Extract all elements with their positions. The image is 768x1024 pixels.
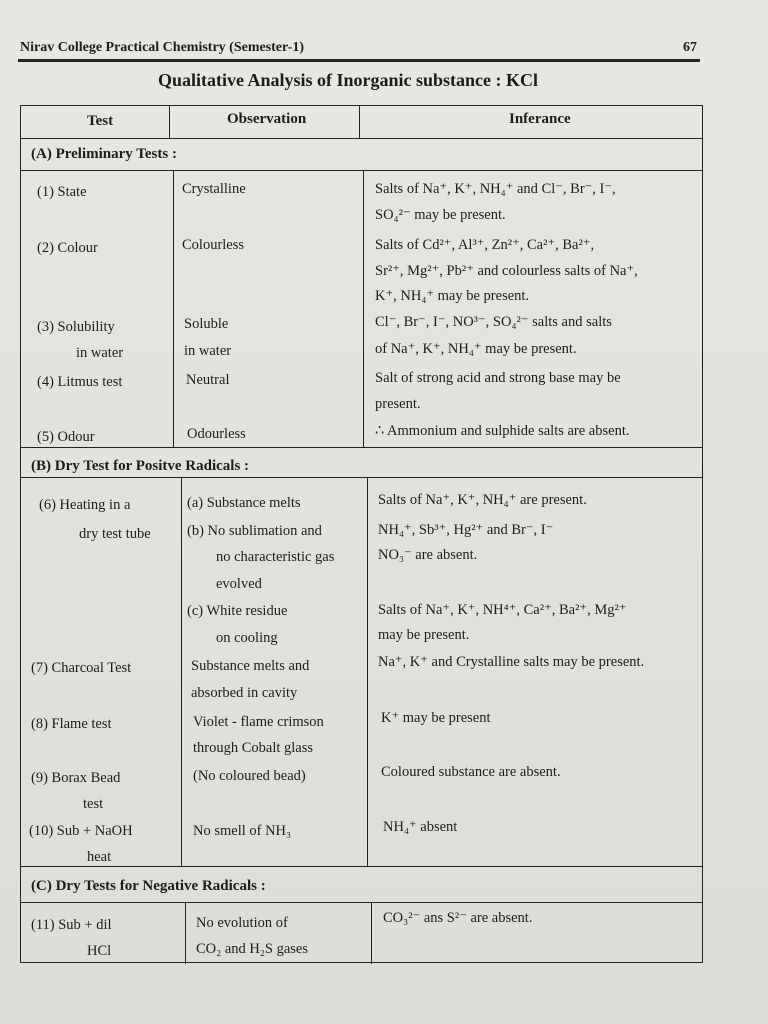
inference-line: Sr²⁺, Mg²⁺, Pb²⁺ and colourless salts of Na⁺, — [375, 263, 638, 279]
inference-line: SO₄²⁻ may be present. — [375, 207, 506, 223]
observation-cell: evolved — [216, 576, 262, 592]
running-header: Nirav College Practical Chemistry (Semester-1) — [20, 40, 305, 55]
inference-line: Salts of Na⁺, K⁺, NH₄⁺ are present. — [378, 492, 587, 508]
page-title: Qualitative Analysis of Inorganic substance : KCl — [158, 70, 539, 90]
inference-line: Salts of Cd²⁺, Al³⁺, Zn²⁺, Ca²⁺, Ba²⁺, — [375, 237, 595, 253]
inference-line: present. — [375, 396, 421, 412]
section-heading-preliminary: (A) Preliminary Tests : — [31, 146, 177, 162]
table-rule — [173, 170, 174, 447]
inference-line: NO₃⁻ are absent. — [378, 547, 478, 563]
observation-cell: Colourless — [182, 237, 245, 253]
inference-line: ∴ Ammonium and sulphide salts are absent. — [375, 423, 630, 439]
inference-line: Salts of Na⁺, K⁺, NH⁴⁺, Ca²⁺, Ba²⁺, Mg²⁺ — [378, 602, 627, 618]
test-cell: (6) Heating in a — [39, 497, 131, 513]
observation-cell: (c) White residue — [187, 603, 288, 619]
observation-cell: on cooling — [216, 630, 278, 646]
analysis-table — [20, 105, 703, 963]
test-cell: (8) Flame test — [31, 716, 112, 732]
page-number: 67 — [683, 40, 697, 55]
observation-cell: Violet - flame crimson — [193, 714, 324, 730]
test-cell: (10) Sub + NaOH — [29, 823, 133, 839]
inference-line: NH₄⁺ absent — [383, 819, 458, 835]
observation-cell: through Cobalt glass — [193, 740, 314, 756]
test-cell: (1) State — [37, 184, 87, 200]
table-rule — [185, 902, 186, 964]
section-heading-positive-radicals: (B) Dry Test for Positve Radicals : — [31, 458, 250, 474]
test-cell: heat — [87, 849, 112, 865]
header-rule — [18, 59, 700, 62]
column-header-test: Test — [87, 113, 114, 129]
inference-line: K⁺, NH₄⁺ may be present. — [375, 288, 530, 304]
inference-line: may be present. — [378, 627, 470, 643]
test-cell: (5) Odour — [37, 429, 95, 445]
table-rule — [371, 902, 372, 964]
observation-cell: Soluble — [184, 316, 229, 332]
inference-line: Cl⁻, Br⁻, I⁻, NO³⁻, SO₄²⁻ salts and salts — [375, 314, 612, 330]
table-rule — [21, 477, 702, 478]
observation-cell: CO₂ and H₂S gases — [196, 941, 309, 957]
column-header-observation: Observation — [227, 111, 307, 127]
table-rule — [21, 447, 702, 448]
observation-cell: (b) No sublimation and — [187, 523, 322, 539]
observation-cell: Odourless — [187, 426, 246, 442]
test-cell: (3) Solubility — [37, 319, 115, 335]
section-heading-negative-radicals: (C) Dry Tests for Negative Radicals : — [31, 878, 266, 894]
observation-cell: no characteristic gas — [216, 549, 335, 565]
table-rule — [21, 170, 702, 171]
test-cell: in water — [76, 345, 124, 361]
table-rule — [363, 170, 364, 447]
table-rule — [181, 477, 182, 866]
inference-line: Salts of Na⁺, K⁺, NH₄⁺ and Cl⁻, Br⁻, I⁻, — [375, 181, 616, 197]
observation-cell: in water — [184, 343, 232, 359]
test-cell: (9) Borax Bead — [31, 770, 121, 786]
inference-line: K⁺ may be present — [381, 710, 491, 726]
test-cell: dry test tube — [79, 526, 151, 542]
observation-cell: No smell of NH₃ — [193, 823, 292, 839]
observation-cell: (a) Substance melts — [187, 495, 301, 511]
table-rule — [21, 866, 702, 867]
test-cell: (4) Litmus test — [37, 374, 123, 390]
observation-cell: absorbed in cavity — [191, 685, 298, 701]
inference-line: NH₄⁺, Sb³⁺, Hg²⁺ and Br⁻, I⁻ — [378, 522, 554, 538]
inference-line: CO₃²⁻ ans S²⁻ are absent. — [383, 910, 533, 926]
inference-line: of Na⁺, K⁺, NH₄⁺ may be present. — [375, 341, 577, 357]
observation-cell: (No coloured bead) — [193, 768, 306, 784]
table-rule — [21, 902, 702, 903]
test-cell: HCl — [87, 943, 112, 959]
column-header-inference: Inferance — [509, 111, 571, 127]
table-rule — [359, 106, 360, 138]
table-rule — [367, 477, 368, 866]
observation-cell: Neutral — [186, 372, 230, 388]
inference-line: Coloured substance are absent. — [381, 764, 561, 780]
test-cell: (7) Charcoal Test — [31, 660, 132, 676]
table-rule — [169, 106, 170, 138]
test-cell: test — [83, 796, 104, 812]
observation-cell: No evolution of — [196, 915, 288, 931]
table-rule — [21, 138, 702, 139]
observation-cell: Crystalline — [182, 181, 246, 197]
test-cell: (11) Sub + dil — [31, 917, 112, 933]
inference-line: Na⁺, K⁺ and Crystalline salts may be present. — [378, 654, 645, 670]
test-cell: (2) Colour — [37, 240, 98, 256]
observation-cell: Substance melts and — [191, 658, 310, 674]
inference-line: Salt of strong acid and strong base may be — [375, 370, 621, 386]
